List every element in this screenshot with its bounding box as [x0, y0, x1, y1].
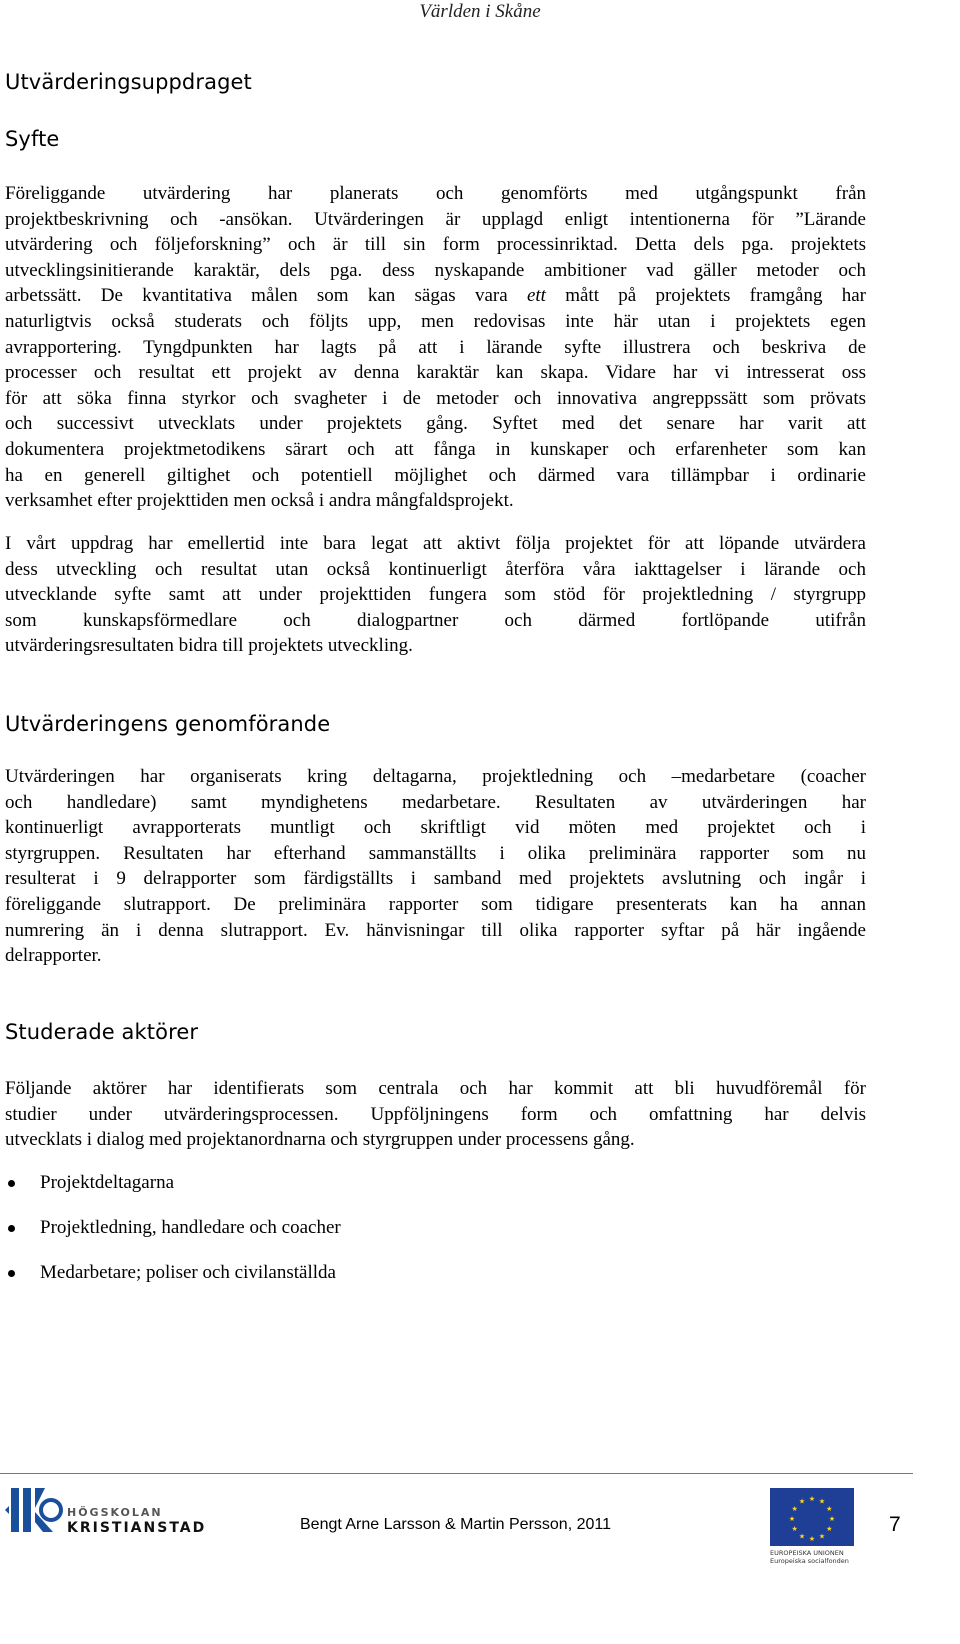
text-line: Följande aktörer har identifierats som centrala och har kommit att bli huvudföremål för — [5, 1078, 866, 1099]
list-item-text: Medarbetare; poliser och civilanställda — [40, 1262, 336, 1283]
running-header: Världen i Skåne — [419, 1, 541, 22]
text-line: avrapportering. Tyngdpunkten har lagts på att i lärande syfte illustrera och beskriva de — [5, 336, 866, 358]
list-item-text: Projektledning, handledare och coacher — [40, 1217, 341, 1238]
svg-text:★: ★ — [791, 1505, 798, 1513]
svg-text:★: ★ — [798, 1497, 806, 1506]
page-number: 7 — [889, 1513, 901, 1536]
text-line: för att söka finna styrkor och svagheter i de metoder och innovativa angreppssätt som prövats — [5, 387, 866, 409]
list-item — [5, 1213, 341, 1258]
text-line: föreliggande slutrapport. De preliminära rapporter som tidigare presenterats kan ha annan — [5, 893, 866, 915]
text-line: kontinuerligt avrapporterats muntligt och skriftligt vid möten med projektet och i — [5, 817, 866, 839]
logo-text-kristianstad: KRISTIANSTAD — [67, 1520, 207, 1536]
eu-caption-socialfonden: Europeiska socialfonden — [770, 1557, 849, 1565]
text-line: utvecklats i dialog med projektanordnarna och styrgruppen under processens gång. — [5, 1129, 635, 1151]
text-line: som kunskapsförmedlare och dialogpartner och därmed fortlöpande utifrån — [5, 609, 866, 631]
text-line: processer och resultat ett projekt av denna karaktär kan skapa. Vidare har vi intresserat oss — [5, 362, 866, 384]
syfte-paragraph-2 — [5, 531, 866, 659]
text-line: utvärderingsresultaten bidra till projektets utveckling. — [5, 635, 413, 657]
list-item — [5, 1258, 341, 1303]
svg-text:★: ★ — [828, 1515, 836, 1523]
footer-divider — [0, 1473, 913, 1474]
text-line: och successivt utvecklats under projektets gång. Syftet med det senare har varit att — [5, 413, 866, 435]
text-line: delrapporter. — [5, 945, 102, 967]
aktorer-paragraph — [5, 1076, 866, 1153]
eu-socialfonden-logo — [770, 1488, 860, 1564]
text-line: Föreliggande utvärdering har planerats och genomförts med utgångspunkt från — [5, 183, 866, 204]
svg-text:★: ★ — [798, 1532, 806, 1541]
svg-text:★: ★ — [808, 1495, 816, 1503]
heading-utvarderingens-genomforande: Utvärderingens genomförande — [5, 712, 331, 736]
svg-text:★: ★ — [818, 1497, 826, 1506]
text-run: mått på projektets framgång har — [545, 285, 866, 307]
svg-text:★: ★ — [826, 1525, 833, 1533]
text-line: utvecklande syfte samt att under projekttiden fungera som stöd för projektledning / styrgrupp — [5, 584, 866, 606]
bullet-icon — [8, 1270, 15, 1277]
bullet-icon — [8, 1180, 15, 1187]
hogskolan-kristianstad-logo — [5, 1484, 207, 1540]
eu-flag-icon — [770, 1488, 854, 1546]
heading-syfte: Syfte — [5, 127, 60, 151]
syfte-paragraph-1 — [5, 181, 866, 514]
heading-studerade-aktorer: Studerade aktörer — [5, 1020, 199, 1044]
text-line: dokumentera projektmetodikens särart och att fånga in kunskaper och erfarenheter som kan — [5, 438, 866, 460]
text-line: studier under utvärderingsprocessen. Uppföljningens form och omfattning har delvis — [5, 1103, 866, 1125]
text-line: och handledare) samt myndighetens medarbetare. Resultaten av utvärderingen har — [5, 791, 866, 813]
emphasis-ett: ett — [526, 285, 546, 307]
svg-text:★: ★ — [808, 1535, 816, 1543]
text-line: styrgruppen. Resultaten har efterhand sammanställts i olika preliminära rapporter som nu — [5, 842, 866, 864]
svg-text:★: ★ — [818, 1532, 826, 1541]
text-line: resulterat i 9 delrapporter som färdigställts i samband med projektets avslutning och ingår i — [5, 868, 866, 890]
text-line: naturligtvis också studerats och följts upp, men redovisas inte här utan i projektets egen — [5, 310, 866, 332]
text-run: arbetssätt. De kvantitativa målen som kan sägas vara — [5, 285, 527, 307]
text-line: utvecklingsinitierande karaktär, dels pga. dess nyskapande ambitioner vad gäller metoder och — [5, 259, 866, 281]
svg-text:★: ★ — [788, 1515, 796, 1523]
hkr-emblem-icon — [5, 1484, 63, 1536]
footer-authors: Bengt Arne Larsson & Martin Persson, 2011 — [300, 1516, 611, 1533]
heading-utvarderingsuppdraget: Utvärderingsuppdraget — [5, 70, 252, 94]
text-line — [5, 283, 866, 309]
eu-stars-icon — [770, 1488, 854, 1546]
genomforande-paragraph — [5, 764, 866, 969]
text-line: verksamhet efter projekttiden men också i andra mångfaldsprojekt. — [5, 490, 514, 512]
text-line: dess utveckling och resultat utan också kontinuerligt återföra våra iakttagelser i lärande och — [5, 558, 866, 580]
list-item-text: Projektdeltagarna — [40, 1172, 175, 1193]
list-item — [5, 1168, 341, 1213]
eu-caption-union: EUROPEISKA UNIONEN — [770, 1549, 844, 1557]
text-line: ha en generell giltighet och potentiell möjlighet och därmed vara tillämpbar i ordinarie — [5, 464, 866, 486]
logo-text-hogskolan: HÖGSKOLAN — [67, 1506, 163, 1519]
svg-text:★: ★ — [826, 1505, 833, 1513]
bullet-icon — [8, 1225, 15, 1232]
text-line: Utvärderingen har organiserats kring deltagarna, projektledning och –medarbetare (coacher — [5, 766, 866, 787]
svg-text:★: ★ — [791, 1525, 798, 1533]
aktorer-list — [5, 1168, 341, 1303]
text-line: numrering än i denna slutrapport. Ev. hänvisningar till olika rapporter syftar på här ingående — [5, 919, 866, 941]
text-line: I vårt uppdrag har emellertid inte bara legat att aktivt följa projektet för att löpande utvärdera — [5, 533, 866, 554]
text-line: projektbeskrivning och -ansökan. Utvärderingen är upplagd enligt intentionerna för ”Lärande — [5, 208, 866, 230]
text-line: utvärdering och följeforskning” och är till sin form processinriktad. Detta dels pga. projektets — [5, 234, 866, 256]
